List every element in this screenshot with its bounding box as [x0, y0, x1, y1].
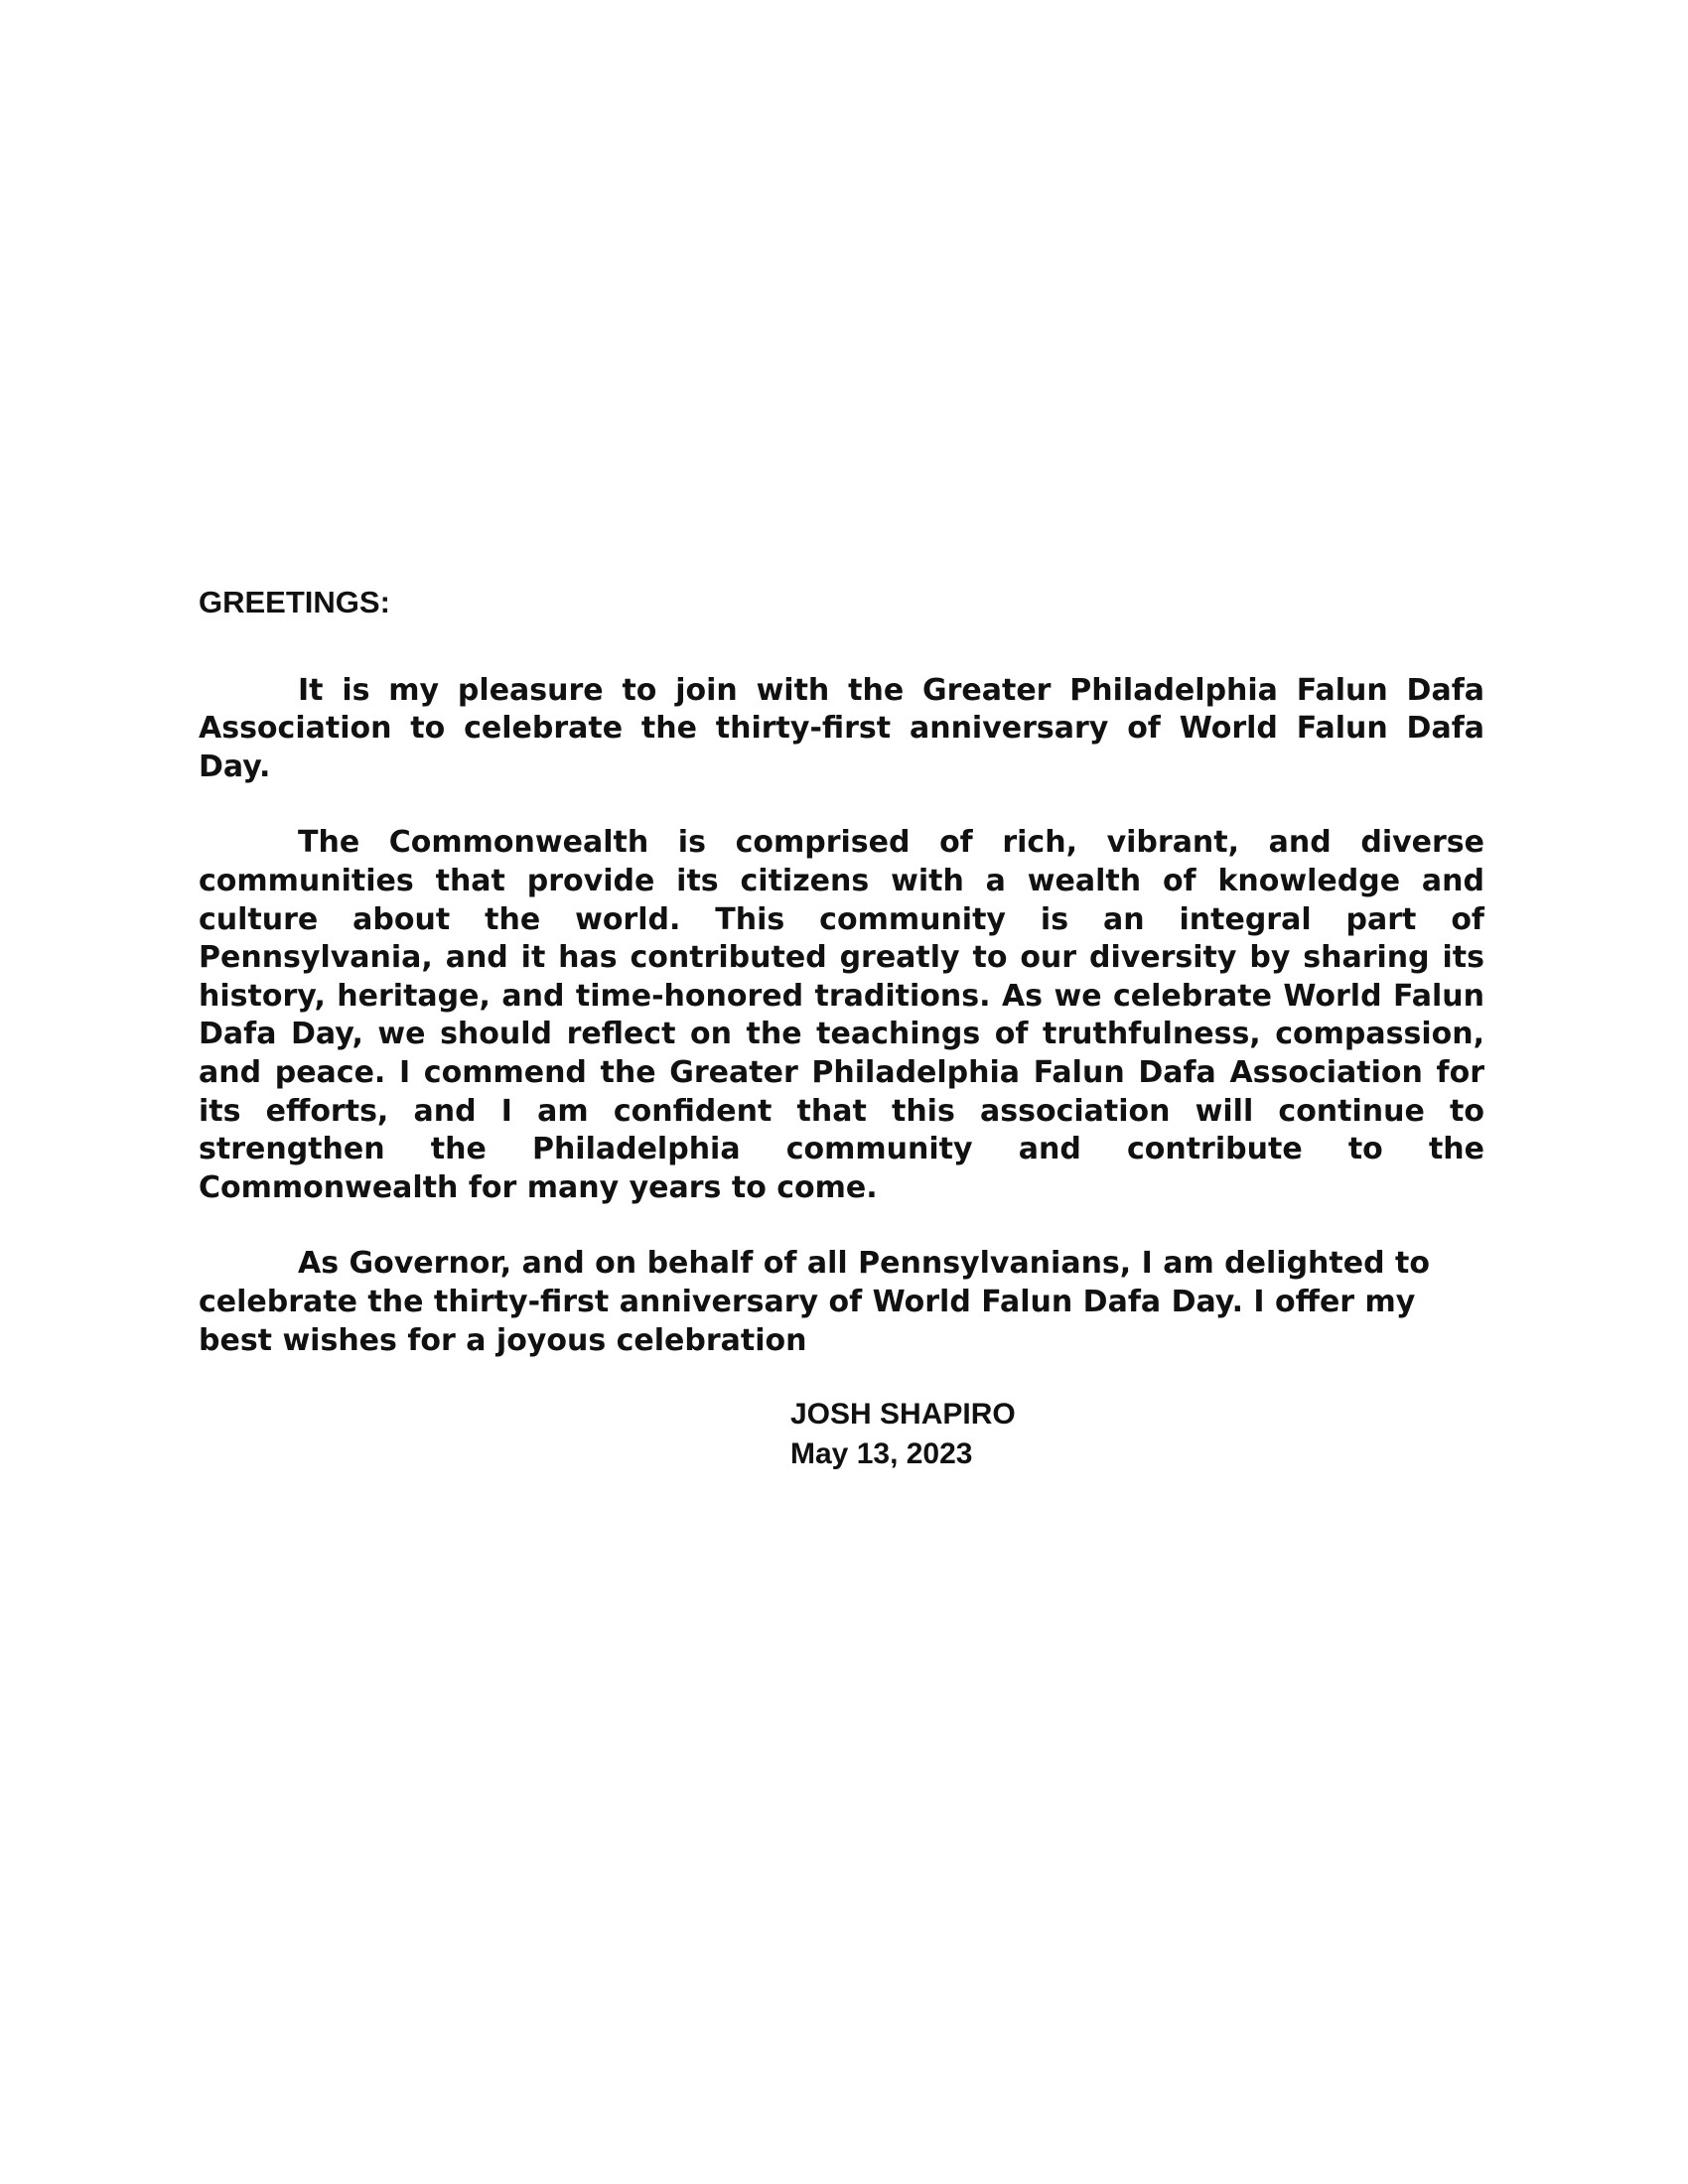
- paragraph-community: The Commonwealth is comprised of rich, vibrant, and diverse communities that provide its citizens with a wealth of knowledge and culture about the world. This community is an integral part of Pennsylvania, and it has contributed greatly to our diversity by sharing its history, heritage, and time-honored traditions. As we celebrate World Falun Dafa Day, we should reflect on the teachings of truthfulness, compassion, and peace. I commend the Greater Philadelphia Falun Dafa Association for its efforts, and I am confident that this association will continue to strengthen the Philadelphia community and contribute to the Commonwealth for many years to come.: [199, 825, 1484, 1205]
- paragraph-opening: It is my pleasure to join with the Greater Philadelphia Falun Dafa Association to celebrate the thirty-first anniversary of World Falun Dafa Day.: [199, 672, 1484, 784]
- signature-date: May 13, 2023: [790, 1437, 973, 1470]
- signature-block: [790, 1395, 1016, 1474]
- letter-body: [199, 584, 1484, 1398]
- paragraph-closing: As Governor, and on behalf of all Pennsylvanians, I am delighted to celebrate the thirty-first anniversary of World Falun Dafa Day. I offer my best wishes for a joyous celebration: [199, 1246, 1430, 1358]
- signatory-name: JOSH SHAPIRO: [790, 1398, 1016, 1431]
- salutation: GREETINGS:: [199, 585, 390, 619]
